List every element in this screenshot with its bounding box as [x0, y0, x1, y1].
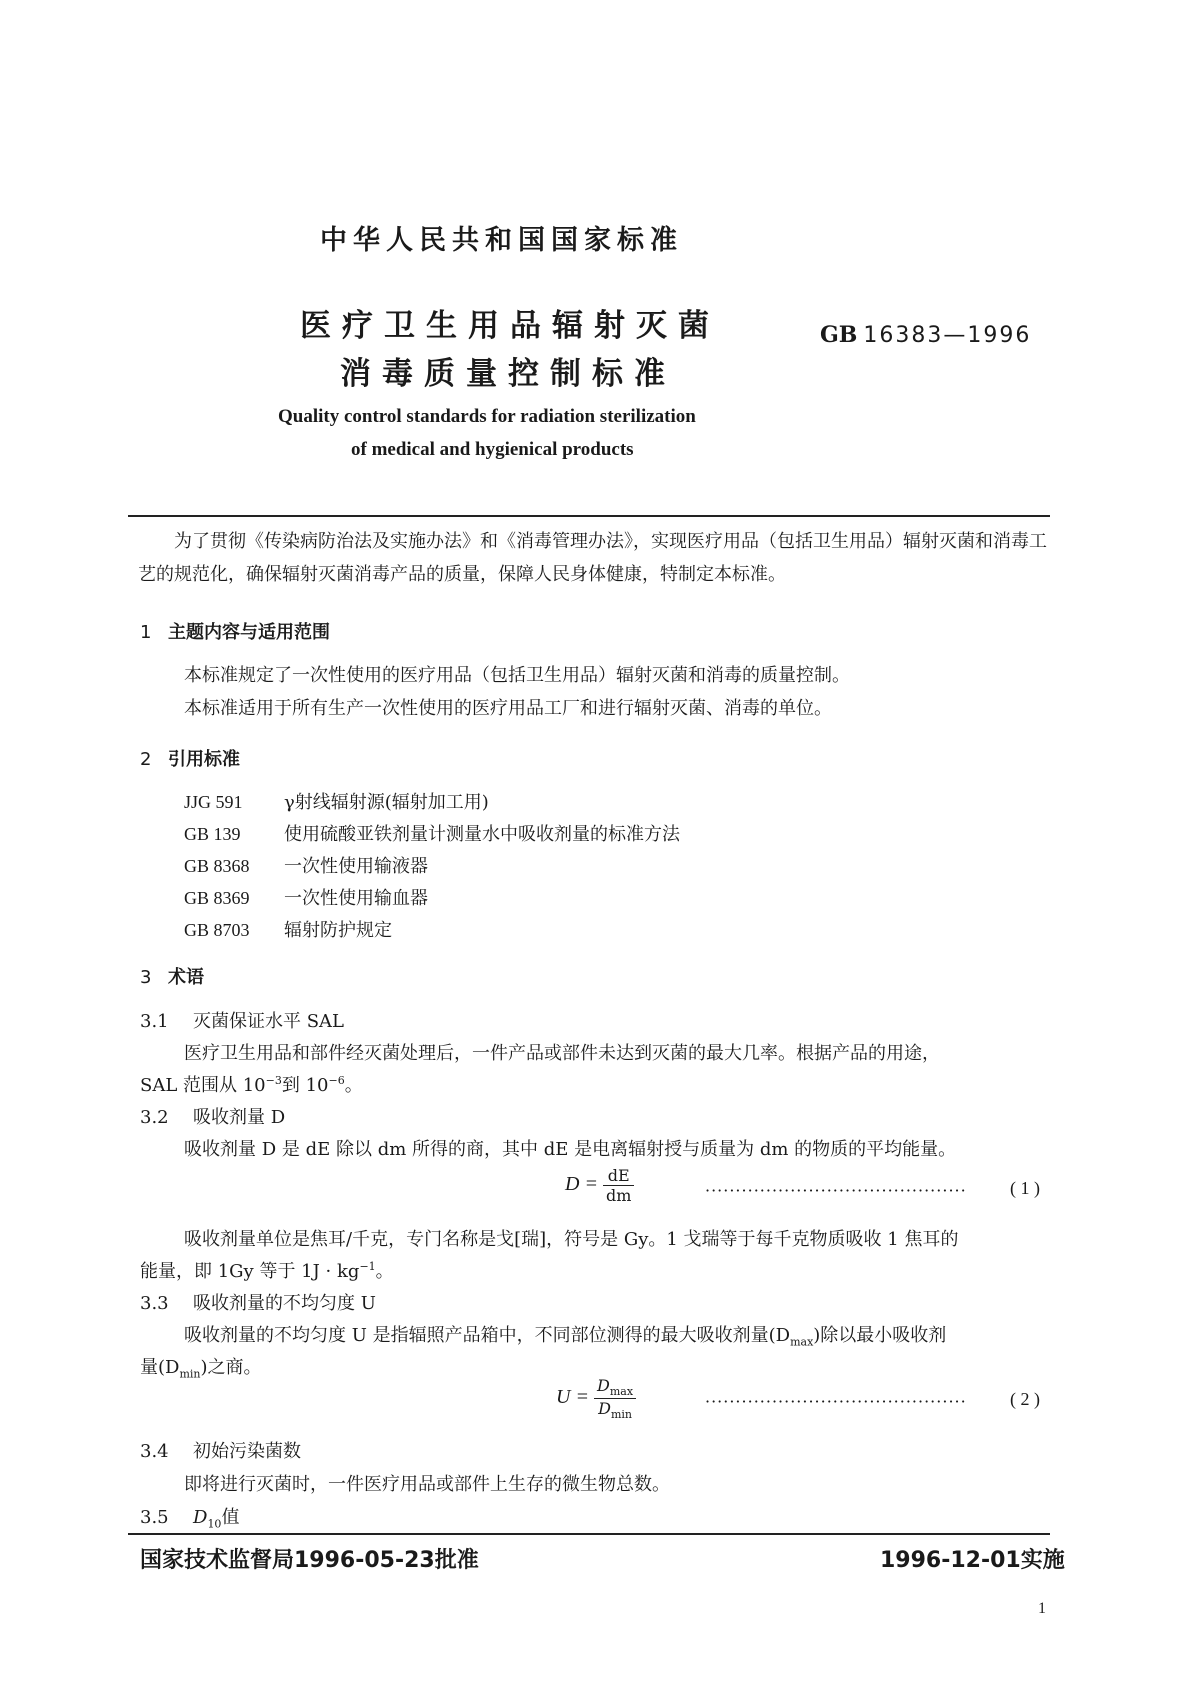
subscript: max	[790, 1335, 814, 1349]
eq2-num-var: D	[597, 1376, 610, 1395]
unit-end: 。	[375, 1261, 394, 1282]
section-3-3-number: 3.3	[140, 1293, 169, 1314]
exponent: −1	[359, 1260, 376, 1273]
standard-code: 16383—1996	[863, 323, 1032, 348]
equation-1	[565, 1166, 634, 1205]
ref-code: GB 8703	[184, 920, 250, 940]
ref-code: GB 8369	[184, 888, 250, 908]
section-3-5-heading	[140, 1503, 239, 1531]
text: 吸收剂量的不均匀度 U 是指辐照产品箱中，不同部位测得的最大吸收剂量(D	[184, 1325, 791, 1346]
unit-text: 能量，即 1Gy 等于 1J · kg	[140, 1261, 360, 1282]
ref-title: γ射线辐射源(辐射加工用)	[284, 792, 489, 813]
ref-row	[184, 788, 489, 814]
eq2-numerator	[594, 1376, 636, 1399]
eq2-den-sub: min	[610, 1408, 632, 1422]
title-en-line1: Quality control standards for radiation sterilization	[278, 406, 696, 427]
section-3-4-text: 即将进行灭菌时，一件医疗用品或部件上生存的微生物总数。	[184, 1474, 670, 1495]
eq1-fraction	[603, 1166, 634, 1205]
section-3-3-title: 吸收剂量的不均匀度 U	[193, 1293, 376, 1314]
sal-range-end: 。	[344, 1075, 363, 1096]
section-2-title: 引用标准	[168, 749, 240, 770]
eq1-leader: ···········································	[705, 1181, 967, 1200]
eq2-leader: ···········································	[705, 1392, 967, 1411]
eq2-den-var: D	[598, 1399, 611, 1419]
ref-row	[184, 884, 428, 910]
ref-row	[184, 820, 680, 846]
section-3-title: 术语	[168, 967, 204, 988]
ref-code: GB 8368	[184, 856, 250, 876]
section-2-number: 2	[140, 749, 152, 770]
eq1-lhs: D =	[565, 1173, 598, 1195]
section-2-heading	[140, 745, 240, 771]
eq1-denominator: dm	[606, 1186, 632, 1205]
section-3-3-text-b	[140, 1353, 262, 1381]
national-standard-heading: 中华人民共和国国家标准	[320, 225, 683, 256]
ref-title: 一次性使用输液器	[284, 856, 428, 877]
section-1-p2: 本标准适用于所有生产一次性使用的医疗用品工厂和进行辐射灭菌、消毒的单位。	[184, 698, 832, 719]
approval-date: 国家技术监督局1996-05-23批准	[140, 1548, 479, 1573]
d10-sub: 10	[207, 1517, 222, 1531]
section-3-4-number: 3.4	[140, 1441, 169, 1462]
section-3-number: 3	[140, 967, 152, 988]
section-3-5-number: 3.5	[140, 1507, 169, 1528]
section-3-2-unit-b	[140, 1257, 394, 1283]
ref-code: JJG 591	[184, 792, 243, 812]
section-3-1-text-a: 医疗卫生用品和部件经灭菌处理后，一件产品或部件未达到灭菌的最大几率。根据产品的用途，	[184, 1043, 940, 1064]
section-3-3-heading	[140, 1289, 376, 1315]
subscript: min	[179, 1367, 201, 1381]
eq1-label: ( 1 )	[1010, 1178, 1040, 1198]
text: 量(D	[140, 1357, 180, 1378]
section-3-2-number: 3.2	[140, 1107, 169, 1128]
section-3-4-title: 初始污染菌数	[193, 1441, 301, 1462]
eq2-fraction	[594, 1376, 636, 1421]
standard-number	[820, 322, 1031, 348]
eq2-num-sub: max	[609, 1385, 634, 1399]
eq2-denominator	[594, 1399, 636, 1421]
implementation-date: 1996-12-01实施	[880, 1548, 1065, 1573]
header-divider	[128, 515, 1050, 517]
text: )除以最小吸收剂	[813, 1325, 947, 1346]
section-1-heading	[140, 618, 330, 644]
intro-paragraph: 为了贯彻《传染病防治法及实施办法》和《消毒管理办法》，实现医疗用品（包括卫生用品）辐射灭菌和消毒工艺的规范化，确保辐射灭菌消毒产品的质量，保障人民身体健康，特制定本标准。	[138, 531, 1047, 585]
text: )之商。	[200, 1357, 262, 1378]
eq1-numerator: dE	[603, 1166, 634, 1186]
section-3-2-title: 吸收剂量 D	[193, 1107, 286, 1128]
page-number: 1	[1038, 1600, 1046, 1617]
eq2-label: ( 2 )	[1010, 1389, 1040, 1409]
section-3-2-unit-a: 吸收剂量单位是焦耳/千克，专门名称是戈[瑞]，符号是 Gy。1 戈瑞等于每千克物质吸收 1 焦耳的	[184, 1229, 959, 1250]
section-3-1-title: 灭菌保证水平 SAL	[193, 1011, 345, 1032]
exponent: −3	[265, 1074, 282, 1087]
eq2-lhs: U =	[556, 1386, 589, 1409]
footer-divider	[128, 1533, 1050, 1535]
ref-title: 辐射防护规定	[284, 920, 392, 941]
section-3-1-text-b	[140, 1071, 363, 1097]
ref-title: 使用硫酸亚铁剂量计测量水中吸收剂量的标准方法	[284, 824, 680, 845]
ref-code: GB 139	[184, 824, 241, 844]
sal-range-mid: 到 10	[281, 1075, 329, 1096]
ref-row	[184, 916, 392, 942]
title-zh-line2: 消毒质量控制标准	[340, 356, 676, 392]
standard-prefix: GB	[820, 322, 858, 348]
equation-2	[556, 1376, 636, 1421]
section-3-1-heading	[140, 1007, 344, 1033]
section-3-2-text: 吸收剂量 D 是 dE 除以 dm 所得的商，其中 dE 是电离辐射授与质量为 dm 的物质的平均能量。	[184, 1139, 957, 1160]
ref-title: 一次性使用输血器	[284, 888, 428, 909]
section-1-title: 主题内容与适用范围	[168, 622, 330, 643]
section-1-p1: 本标准规定了一次性使用的医疗用品（包括卫生用品）辐射灭菌和消毒的质量控制。	[184, 665, 850, 686]
section-3-1-number: 3.1	[140, 1011, 169, 1032]
section-3-heading	[140, 963, 204, 989]
sal-range-prefix: SAL 范围从 10	[140, 1075, 266, 1096]
d10-end: 值	[221, 1507, 240, 1528]
exponent: −6	[328, 1074, 345, 1087]
section-1-number: 1	[140, 622, 152, 643]
title-zh-line1: 医疗卫生用品辐射灭菌	[300, 308, 720, 344]
section-3-3-text-a	[184, 1321, 946, 1349]
ref-row	[184, 852, 428, 878]
section-3-4-heading	[140, 1437, 301, 1463]
section-3-2-heading	[140, 1103, 285, 1129]
title-en-line2: of medical and hygienical products	[351, 439, 634, 460]
d10-var: D	[193, 1507, 208, 1528]
